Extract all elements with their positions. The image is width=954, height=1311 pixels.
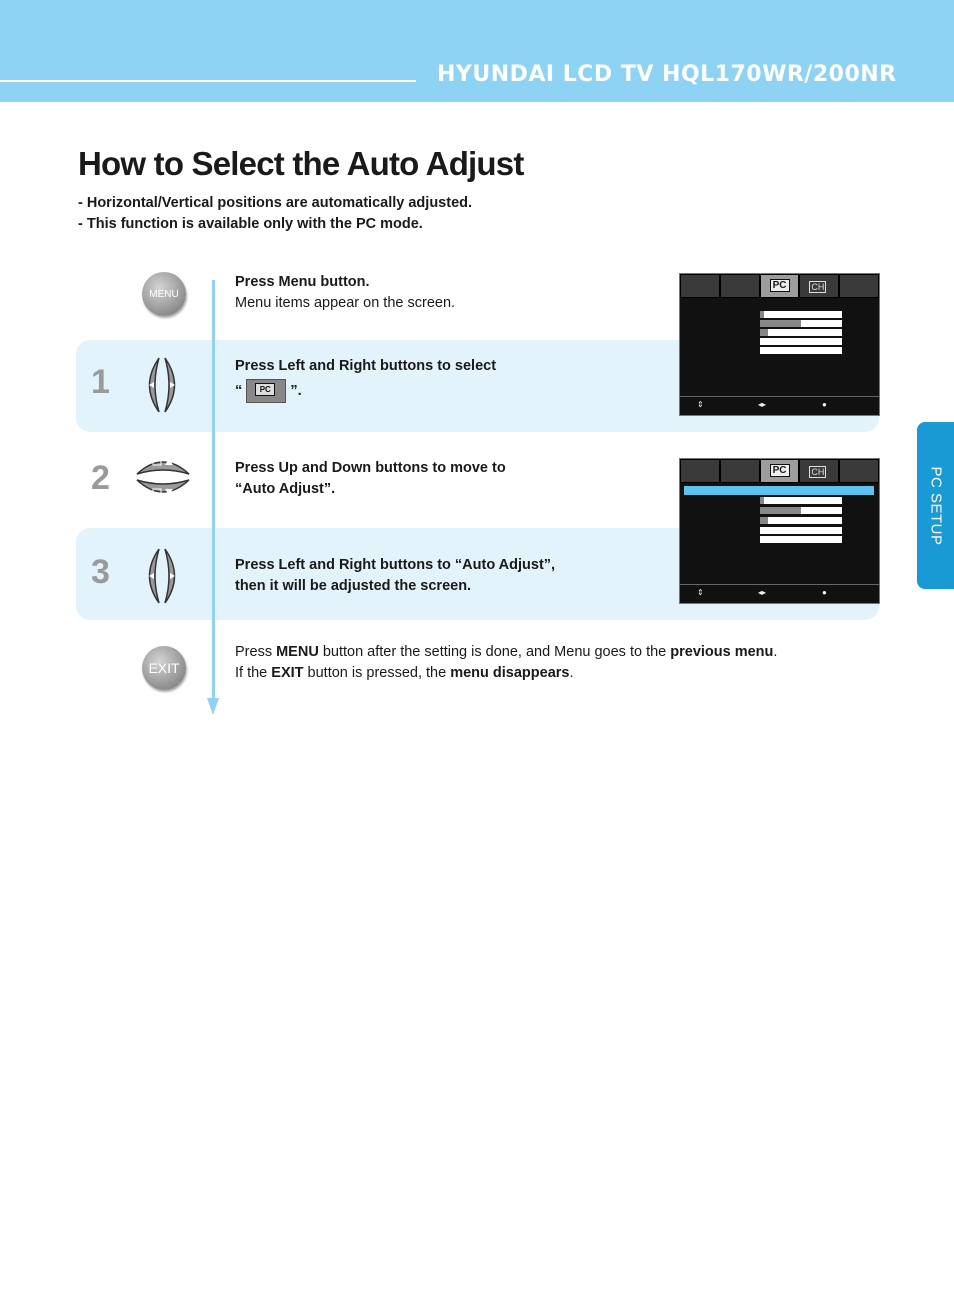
step3-line2: then it will be adjusted the screen. bbox=[235, 578, 472, 594]
step-number-1: 1 bbox=[91, 363, 110, 401]
step1-text bbox=[235, 356, 496, 403]
text-run-bold: MENU bbox=[276, 644, 319, 660]
left-right-icon: ◂▸ bbox=[758, 588, 767, 597]
osd-bar-fill bbox=[760, 329, 768, 336]
text-run-bold: previous menu bbox=[670, 644, 774, 660]
text-run: button after the setting is done, and Menu goes to the bbox=[318, 644, 671, 660]
osd-bar-fill bbox=[760, 517, 768, 524]
section-tab bbox=[917, 422, 954, 589]
exit-step-text bbox=[235, 642, 777, 684]
picture-icon bbox=[680, 459, 720, 483]
step1-line2 bbox=[235, 379, 496, 403]
osd-bar-fill bbox=[760, 497, 764, 504]
osd-screen-1 bbox=[679, 273, 880, 416]
osd-bar bbox=[760, 320, 842, 327]
setup-icon bbox=[839, 459, 879, 483]
flow-arrow-icon bbox=[207, 698, 219, 715]
step1-line1: Press Left and Right buttons to select bbox=[235, 358, 497, 374]
osd-bar bbox=[760, 527, 842, 534]
osd-bar-fill bbox=[760, 507, 801, 514]
osd-tab-row bbox=[680, 274, 879, 298]
left-right-buttons-icon[interactable] bbox=[137, 355, 187, 415]
osd-pc-label: PC bbox=[770, 464, 790, 477]
header-band bbox=[0, 0, 954, 102]
osd-bar bbox=[760, 517, 842, 524]
period: . bbox=[297, 382, 302, 399]
up-down-icon: ⇕ bbox=[697, 588, 704, 597]
channel-icon bbox=[799, 274, 839, 298]
step2-text bbox=[235, 458, 506, 500]
exit-line1 bbox=[235, 642, 777, 663]
osd-bar bbox=[760, 347, 842, 354]
text-run: . bbox=[569, 665, 574, 681]
pc-icon bbox=[760, 459, 800, 483]
up-down-buttons-icon[interactable] bbox=[134, 454, 192, 500]
text-run: . bbox=[773, 644, 778, 660]
step-number-2: 2 bbox=[91, 459, 110, 497]
text-run: Press bbox=[235, 644, 277, 660]
close-quote: ” bbox=[290, 382, 298, 399]
enter-dot-icon: ● bbox=[822, 588, 827, 597]
osd-highlight-auto-adjust bbox=[684, 486, 874, 495]
up-down-icon: ⇕ bbox=[697, 400, 704, 409]
step0-line1: Press Menu button. bbox=[235, 274, 370, 290]
pc-menu-icon-label: PC bbox=[255, 383, 275, 396]
pc-menu-icon bbox=[246, 379, 286, 403]
exit-button[interactable]: EXIT bbox=[142, 646, 186, 690]
osd-bar-fill bbox=[760, 311, 764, 318]
flow-line bbox=[212, 280, 215, 700]
step-number-3: 3 bbox=[91, 553, 110, 591]
sound-icon bbox=[720, 274, 760, 298]
channel-icon bbox=[799, 459, 839, 483]
osd-footer bbox=[680, 584, 879, 603]
pc-icon bbox=[760, 274, 800, 298]
osd-pc-label: PC bbox=[770, 279, 790, 292]
intro-line-1: - Horizontal/Vertical positions are automatically adjusted. bbox=[78, 195, 473, 211]
step0-text bbox=[235, 272, 455, 314]
text-run: If the bbox=[235, 665, 272, 681]
open-quote: “ bbox=[235, 382, 243, 399]
step2-line1: Press Up and Down buttons to move to bbox=[235, 460, 506, 476]
step3-line1: Press Left and Right buttons to “Auto Adjust”, bbox=[235, 557, 556, 573]
setup-icon bbox=[839, 274, 879, 298]
osd-tab-row bbox=[680, 459, 879, 483]
header-title: HYUNDAI LCD TV HQL170WR/200NR bbox=[437, 62, 897, 87]
exit-line2 bbox=[235, 663, 777, 684]
left-right-icon: ◂▸ bbox=[758, 400, 767, 409]
text-run: button is pressed, the bbox=[303, 665, 451, 681]
step0-line2: Menu items appear on the screen. bbox=[235, 295, 456, 311]
osd-bar bbox=[760, 497, 842, 504]
osd-bar bbox=[760, 311, 842, 318]
text-run-bold: menu disappears bbox=[450, 665, 570, 681]
intro-line-2: - This function is available only with the PC mode. bbox=[78, 216, 423, 232]
step2-line2: “Auto Adjust”. bbox=[235, 481, 336, 497]
menu-button[interactable]: MENU bbox=[142, 272, 186, 316]
osd-ch-label: CH bbox=[811, 467, 825, 477]
osd-bar bbox=[760, 536, 842, 543]
osd-ch-label: CH bbox=[811, 282, 825, 292]
text-run-bold: EXIT bbox=[271, 665, 304, 681]
section-tab-label: PC SETUP bbox=[927, 465, 944, 546]
step3-text bbox=[235, 555, 555, 597]
sound-icon bbox=[720, 459, 760, 483]
left-right-buttons-icon[interactable] bbox=[137, 546, 187, 606]
osd-screen-2 bbox=[679, 458, 880, 604]
header-rule bbox=[0, 80, 416, 82]
page-title: How to Select the Auto Adjust bbox=[78, 145, 524, 182]
osd-bar bbox=[760, 507, 842, 514]
osd-bar bbox=[760, 338, 842, 345]
osd-footer bbox=[680, 396, 879, 415]
osd-bar bbox=[760, 329, 842, 336]
picture-icon bbox=[680, 274, 720, 298]
osd-bar-fill bbox=[760, 320, 801, 327]
enter-dot-icon: ● bbox=[822, 400, 827, 409]
